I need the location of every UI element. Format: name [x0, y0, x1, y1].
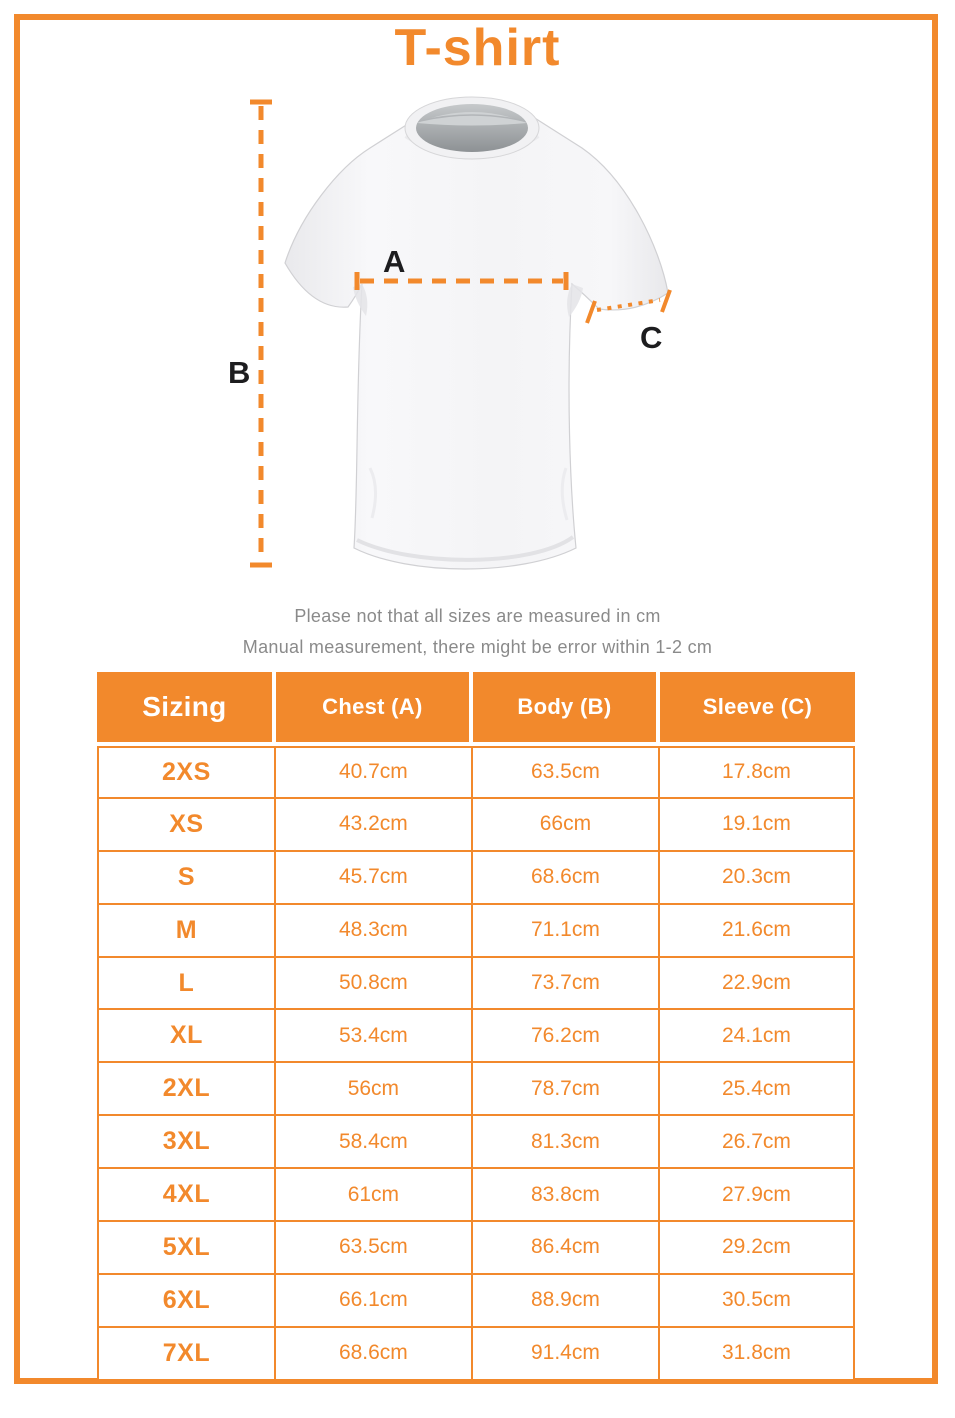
body-cell: 86.4cm [473, 1222, 660, 1275]
header-cell-sizing: Sizing [97, 672, 276, 746]
body-cell: 83.8cm [473, 1169, 660, 1222]
body-cell: 71.1cm [473, 905, 660, 958]
page-title: T-shirt [394, 19, 561, 77]
chest-cell: 53.4cm [276, 1010, 473, 1063]
note-line-1: Please not that all sizes are measured in cm [294, 606, 661, 626]
size-cell: 2XS [97, 746, 276, 799]
chest-cell: 68.6cm [276, 1328, 473, 1381]
sleeve-cell: 25.4cm [660, 1063, 855, 1116]
sleeve-cell: 17.8cm [660, 746, 855, 799]
sleeve-cell: 19.1cm [660, 799, 855, 852]
size-cell: 6XL [97, 1275, 276, 1328]
sleeve-cell: 27.9cm [660, 1169, 855, 1222]
body-cell: 81.3cm [473, 1116, 660, 1169]
sleeve-cell: 20.3cm [660, 852, 855, 905]
size-cell: S [97, 852, 276, 905]
chest-cell: 56cm [276, 1063, 473, 1116]
size-table [97, 672, 855, 1381]
header-cell-body: Body (B) [473, 672, 660, 746]
chest-cell: 63.5cm [276, 1222, 473, 1275]
body-cell: 91.4cm [473, 1328, 660, 1381]
size-cell: M [97, 905, 276, 958]
chest-cell: 58.4cm [276, 1116, 473, 1169]
size-cell: 2XL [97, 1063, 276, 1116]
sleeve-cell: 24.1cm [660, 1010, 855, 1063]
sleeve-cell: 22.9cm [660, 958, 855, 1011]
size-cell: XS [97, 799, 276, 852]
sleeve-cell: 31.8cm [660, 1328, 855, 1381]
body-cell: 66cm [473, 799, 660, 852]
sleeve-cell: 21.6cm [660, 905, 855, 958]
chest-cell: 45.7cm [276, 852, 473, 905]
tshirt-diagram [220, 88, 690, 598]
chest-cell: 40.7cm [276, 746, 473, 799]
sleeve-cell: 29.2cm [660, 1222, 855, 1275]
size-cell: 5XL [97, 1222, 276, 1275]
body-cell: 73.7cm [473, 958, 660, 1011]
body-cell: 68.6cm [473, 852, 660, 905]
header-cell-chest: Chest (A) [276, 672, 473, 746]
chest-label: A [383, 244, 406, 279]
measurement-notes [0, 601, 955, 663]
body-label: B [228, 355, 251, 390]
chest-cell: 66.1cm [276, 1275, 473, 1328]
sleeve-cell: 30.5cm [660, 1275, 855, 1328]
body-measure-line [250, 102, 272, 565]
chest-cell: 61cm [276, 1169, 473, 1222]
note-line-2: Manual measurement, there might be error within 1-2 cm [242, 637, 713, 657]
body-cell: 63.5cm [473, 746, 660, 799]
tshirt-illustration [285, 97, 668, 569]
body-cell: 88.9cm [473, 1275, 660, 1328]
size-cell: XL [97, 1010, 276, 1063]
body-cell: 76.2cm [473, 1010, 660, 1063]
chest-cell: 43.2cm [276, 799, 473, 852]
sleeve-label: C [640, 320, 663, 355]
header-cell-sleeve: Sleeve (C) [660, 672, 855, 746]
chest-cell: 50.8cm [276, 958, 473, 1011]
size-cell: L [97, 958, 276, 1011]
chest-cell: 48.3cm [276, 905, 473, 958]
size-cell: 7XL [97, 1328, 276, 1381]
sleeve-cell: 26.7cm [660, 1116, 855, 1169]
body-cell: 78.7cm [473, 1063, 660, 1116]
size-cell: 3XL [97, 1116, 276, 1169]
size-cell: 4XL [97, 1169, 276, 1222]
